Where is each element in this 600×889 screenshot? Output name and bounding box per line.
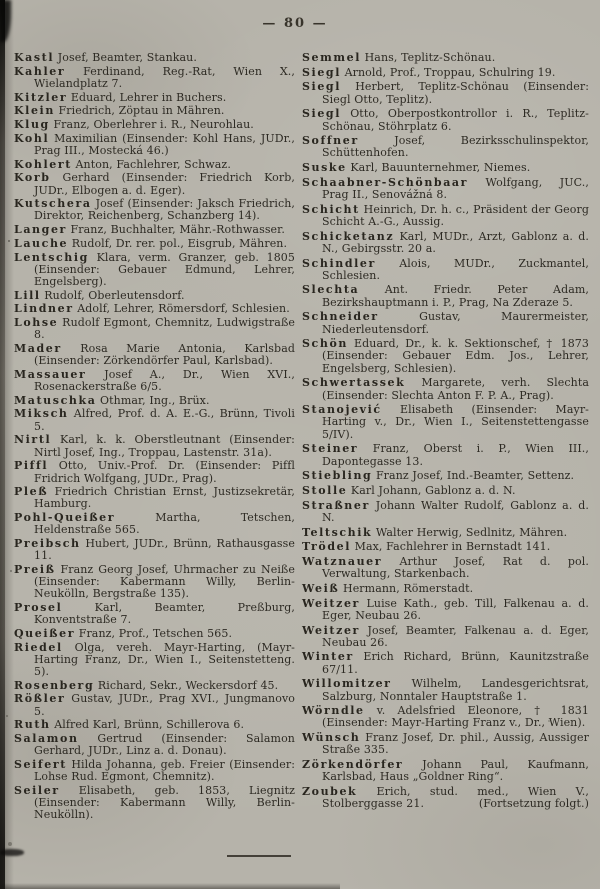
- entry-surname: Schindler: [302, 256, 376, 270]
- entry-surname: Rößler: [14, 692, 66, 706]
- directory-entry: Schindler Alois, MUDr., Zuckmantel, Schlesien.: [302, 256, 589, 282]
- scan-edge-artifact: [0, 849, 24, 856]
- directory-entry: Siegl Herbert, Teplitz-Schönau (Einsender: Siegl Otto, Teplitz).: [302, 80, 589, 106]
- entry-surname: Trödel: [302, 540, 351, 554]
- directory-entry: Prosel Karl, Beamter, Preßburg, Konventstraße 7.: [14, 601, 295, 627]
- directory-entry: Preibsch Hubert, JUDr., Brünn, Rathausgasse 11.: [14, 537, 295, 563]
- directory-entry: Mader Rosa Marie Antonia, Karlsbad (Einsender: Zörkendörfer Paul, Karlsbad).: [14, 341, 295, 368]
- directory-entry: Teltschik Walter Herwig, Sedlnitz, Mähren.: [302, 525, 568, 539]
- directory-entry: Straßner Johann Walter Rudolf, Gablonz a. d. N.: [302, 498, 589, 524]
- entry-surname: Teltschik: [302, 525, 373, 539]
- entry-surname: Seifert: [14, 757, 67, 771]
- directory-entry: Langer Franz, Buchhalter, Mähr.-Rothwasser.: [14, 223, 285, 237]
- directory-entry: Matuschka Othmar, Ing., Brüx.: [14, 393, 210, 407]
- entry-surname: Lentschig: [14, 250, 89, 264]
- directory-entry: Kohl Maximilian (Einsender: Kohl Hans, JUDr., Prag III., Mostecká 46.): [14, 131, 295, 157]
- entry-surname: Rosenberg: [14, 678, 95, 692]
- directory-entry: Pohl-Queißer Martha, Tetschen, Heldenstraße 565.: [14, 511, 295, 537]
- entry-surname: Matuschka: [14, 393, 97, 407]
- directory-entry: Piffl Otto, Univ.-Prof. Dr. (Einsender: Piffl Fridrich Wolfgang, JUDr., Prag).: [14, 459, 295, 485]
- entry-surname: Riedel: [14, 640, 63, 654]
- directory-entry: Massauer Josef A., Dr., Wien XVI., Rosenackerstraße 6/5.: [14, 367, 295, 394]
- directory-entry: Wünsch Franz Josef, Dr. phil., Aussig, Aussiger Straße 335.: [302, 731, 589, 757]
- entry-surname: Stolle: [302, 484, 348, 497]
- directory-entry: Schaabner-Schönbaar Wolfgang, JUC., Prag II., Senovážná 8.: [302, 175, 589, 202]
- entry-surname: Preibsch: [14, 537, 81, 551]
- entry-surname: Slechta: [302, 283, 360, 297]
- directory-entry: Lindner Adolf, Lehrer, Römersdorf, Schlesien.: [14, 302, 290, 316]
- entry-surname: Winter: [302, 650, 354, 664]
- entry-surname: Siegl: [302, 107, 341, 121]
- entry-surname: Lindner: [14, 302, 74, 316]
- directory-entry: Kohlert Anton, Fachlehrer, Schwaz.: [14, 157, 231, 171]
- directory-entry: Weitzer Josef, Beamter, Falkenau a. d. Eger, Neubau 26.: [302, 623, 589, 649]
- entry-surname: Ruth: [14, 718, 51, 732]
- entry-surname: Salamon: [14, 732, 79, 746]
- entry-surname: Lohse: [14, 316, 59, 330]
- entry-surname: Lauche: [14, 236, 69, 250]
- entry-surname: Massauer: [14, 367, 87, 381]
- directory-entry: Schön Eduard, Dr., k. k. Sektionschef, † 1873 (Einsender: Gebauer Edm. Jos., Lehrer, Engelsberg, Schlesien).: [302, 337, 589, 375]
- directory-entry: Winter Erich Richard, Brünn, Kaunitzstraße 67/11.: [302, 650, 589, 676]
- entry-surname: Siegl: [302, 65, 341, 79]
- directory-left-column: [14, 52, 295, 823]
- entry-surname: Korb: [14, 171, 51, 185]
- directory-entry: Nirtl Karl, k. k. Oberstleutnant (Einsender: Nirtl Josef, Ing., Troppau, Lastenstr. 31a).: [14, 433, 295, 459]
- entry-surname: Willomitzer: [302, 677, 392, 691]
- entry-surname: Weitzer: [302, 623, 360, 637]
- entry-surname: Pleß: [14, 485, 49, 499]
- entry-surname: Prosel: [14, 601, 63, 615]
- directory-entry: Watznauer Arthur Josef, Rat d. pol. Verwaltung, Starkenbach.: [302, 555, 589, 581]
- directory-entry: Schwertassek Margarete, verh. Slechta (Einsender: Slechta Anton F. P. A., Prag).: [302, 376, 589, 402]
- entry-surname: Pohl-Queißer: [14, 511, 116, 525]
- directory-entry: Schicketanz Karl, MUDr., Arzt, Gablonz a. d. N., Gebirgsstr. 20 a.: [302, 229, 589, 255]
- entry-surname: Schwertassek: [302, 376, 406, 390]
- directory-entry: Weiß Hermann, Römerstadt.: [302, 581, 474, 595]
- entry-surname: Klug: [14, 118, 50, 132]
- directory-entry: Kahler Ferdinand, Reg.-Rat, Wien X., Wielandplatz 7.: [14, 64, 295, 90]
- directory-entry: Lauche Rudolf, Dr. rer. pol., Eisgrub, Mähren.: [14, 236, 288, 250]
- entry-surname: Kohl: [14, 131, 50, 145]
- directory-entry: Schneider Gustav, Maurermeister, Niederleutensdorf.: [302, 310, 589, 336]
- entry-surname: Preiß: [14, 562, 56, 576]
- entry-surname: Kitzler: [14, 90, 68, 104]
- directory-entry: Wörndle v. Adelsfried Eleonore, † 1831 (Einsender: Mayr-Harting Franz v., Dr., Wien).: [302, 704, 589, 730]
- paper-specks: [8, 240, 10, 242]
- directory-entry: Korb Gerhard (Einsender: Friedrich Korb, JUDr., Elbogen a. d. Eger).: [14, 171, 295, 197]
- page-number-header: — 80 —: [262, 16, 328, 31]
- page-edge-line: [0, 0, 5, 889]
- directory-entry: Kastl Josef, Beamter, Stankau.: [14, 51, 197, 64]
- directory-entry: Slechta Ant. Friedr. Peter Adam, Bezirkshauptmann i. P., Prag, Na Zderaze 5.: [302, 283, 589, 309]
- entry-surname: Schicketanz: [302, 229, 395, 243]
- entry-surname: Schaabner-Schönbaar: [302, 175, 469, 189]
- directory-entry: Stolle Karl Johann, Gablonz a. d. N.: [302, 484, 516, 497]
- entry-surname: Watznauer: [302, 555, 383, 569]
- directory-entry: Stanojević Elisabeth (Einsender: Mayr-Harting v., Dr., Wien I., Seitenstettengasse 5/IV).: [302, 403, 589, 441]
- directory-entry: Klug Franz, Oberlehrer i. R., Neurohlau.: [14, 118, 254, 132]
- entry-surname: Piffl: [14, 459, 49, 473]
- directory-entry: Riedel Olga, vereh. Mayr-Harting, (Mayr-Harting Franz, Dr., Wien I., Seitenstetteng. 5).: [14, 640, 295, 679]
- directory-entry: Zoubek Erich, stud. med., Wien V., Stolberggasse 21. (Fortsetzung folgt.): [302, 784, 589, 811]
- directory-entry: Zörkendörfer Johann Paul, Kaufmann, Karlsbad, Haus „Goldner Ring“.: [302, 758, 589, 784]
- directory-entry: Pleß Friedrich Christian Ernst, Justizsekretär, Hamburg.: [14, 485, 295, 511]
- entry-surname: Siegl: [302, 80, 341, 94]
- directory-entry: Schicht Heinrich, Dr. h. c., Präsident der Georg Schicht A.-G., Aussig.: [302, 202, 589, 228]
- directory-entry: Kutschera Josef (Einsender: Jaksch Friedrich, Direktor, Reichenberg, Schanzberg 14).: [14, 197, 295, 223]
- directory-entry: Steiner Franz, Oberst i. P., Wien III., Dapontegasse 13.: [302, 442, 589, 468]
- entry-surname: Kastl: [14, 51, 55, 64]
- directory-entry: Ruth Alfred Karl, Brünn, Schillerova 6.: [14, 718, 245, 732]
- entry-surname: Schön: [302, 337, 348, 351]
- directory-entry: Seifert Hilda Johanna, geb. Freier (Einsender: Lohse Rud. Egmont, Chemnitz).: [14, 757, 295, 784]
- directory-entry: Stiebling Franz Josef, Ind.-Beamter, Settenz.: [302, 469, 575, 483]
- directory-entry: Trödel Max, Fachlehrer in Bernstadt 141.: [302, 540, 551, 554]
- directory-entry: Rößler Gustav, JUDr., Prag XVI., Jungmanovo 5.: [14, 692, 295, 718]
- directory-entry: Queißer Franz, Prof., Tetschen 565.: [14, 626, 233, 640]
- directory-right-column: [302, 52, 589, 813]
- entry-surname: Kahler: [14, 64, 66, 78]
- entry-surname: Straßner: [302, 498, 370, 512]
- directory-entry: Suske Karl, Bauunternehmer, Niemes.: [302, 161, 531, 175]
- directory-entry: Klein Friedrich, Zöptau in Mähren.: [14, 104, 225, 118]
- entry-surname: Schicht: [302, 202, 360, 216]
- directory-entry: Kitzler Eduard, Lehrer in Buchers.: [14, 90, 227, 104]
- entry-surname: Queißer: [14, 626, 76, 640]
- entry-surname: Suske: [302, 161, 347, 175]
- directory-entry: Siegl Otto, Oberpostkontrollor i. R., Teplitz-Schönau, Stöhrplatz 6.: [302, 107, 589, 133]
- entry-surname: Semmel: [302, 51, 361, 64]
- entry-surname: Kohlert: [14, 157, 72, 171]
- directory-entry: Soffner Josef, Bezirksschulinspektor, Schüttenhofen.: [302, 134, 589, 160]
- entry-surname: Lill: [14, 288, 41, 302]
- entry-surname: Nirtl: [14, 433, 52, 447]
- entry-surname: Zoubek: [302, 784, 358, 798]
- entry-surname: Klein: [14, 104, 55, 118]
- directory-entry: Willomitzer Wilhelm, Landesgerichtsrat, Salzburg, Nonntaler Hauptstraße 1.: [302, 677, 589, 703]
- entry-surname: Kutschera: [14, 197, 92, 211]
- entry-surname: Zörkendörfer: [302, 758, 404, 772]
- entry-surname: Weitzer: [302, 596, 360, 610]
- directory-entry: Siegl Arnold, Prof., Troppau, Schulring 19.: [302, 65, 556, 79]
- entry-surname: Stiebling: [302, 469, 373, 483]
- directory-entry: Preiß Franz Georg Josef, Uhrmacher zu Neiße (Einsender: Kabermann Willy, Berlin-Neukölln, Bergstraße 135).: [14, 562, 295, 601]
- continuation-note: (Fortsetzung folgt.): [478, 797, 589, 811]
- scan-bottom-smudge: [0, 883, 340, 889]
- directory-entry: Lill Rudolf, Oberleutensdorf.: [14, 288, 185, 302]
- entry-surname: Seiler: [14, 783, 60, 797]
- directory-entry: Weitzer Luise Kath., geb. Till, Falkenau a. d. Eger, Neubau 26.: [302, 596, 589, 622]
- section-divider-rule: [227, 855, 291, 857]
- directory-entry: Lohse Rudolf Egmont, Chemnitz, Ludwigstraße 8.: [14, 316, 295, 342]
- entry-surname: Wünsch: [302, 731, 361, 745]
- directory-entry: Salamon Gertrud (Einsender: Salamon Gerhard, JUDr., Linz a. d. Donau).: [14, 732, 295, 758]
- directory-entry: Semmel Hans, Teplitz-Schönau.: [302, 51, 496, 64]
- directory-entry: Miksch Alfred, Prof. d. A. E.-G., Brünn, Tivoli 5.: [14, 407, 295, 433]
- entry-surname: Weiß: [302, 581, 340, 595]
- directory-entry: Rosenberg Richard, Sekr., Weckersdorf 45.: [14, 678, 279, 692]
- entry-surname: Miksch: [14, 407, 69, 421]
- entry-surname: Mader: [14, 341, 62, 355]
- entry-surname: Langer: [14, 223, 67, 237]
- entry-surname: Soffner: [302, 134, 359, 148]
- directory-entry: Seiler Elisabeth, geb. 1853, Liegnitz (Einsender: Kabermann Willy, Berlin-Neukölln).: [14, 783, 295, 822]
- entry-surname: Steiner: [302, 442, 359, 456]
- entry-surname: Wörndle: [302, 704, 365, 718]
- directory-entry: Lentschig Klara, verm. Granzer, geb. 1805 (Einsender: Gebauer Edmund, Lehrer, Engelsberg).: [14, 250, 295, 288]
- entry-surname: Schneider: [302, 310, 379, 324]
- entry-surname: Stanojević: [302, 403, 382, 417]
